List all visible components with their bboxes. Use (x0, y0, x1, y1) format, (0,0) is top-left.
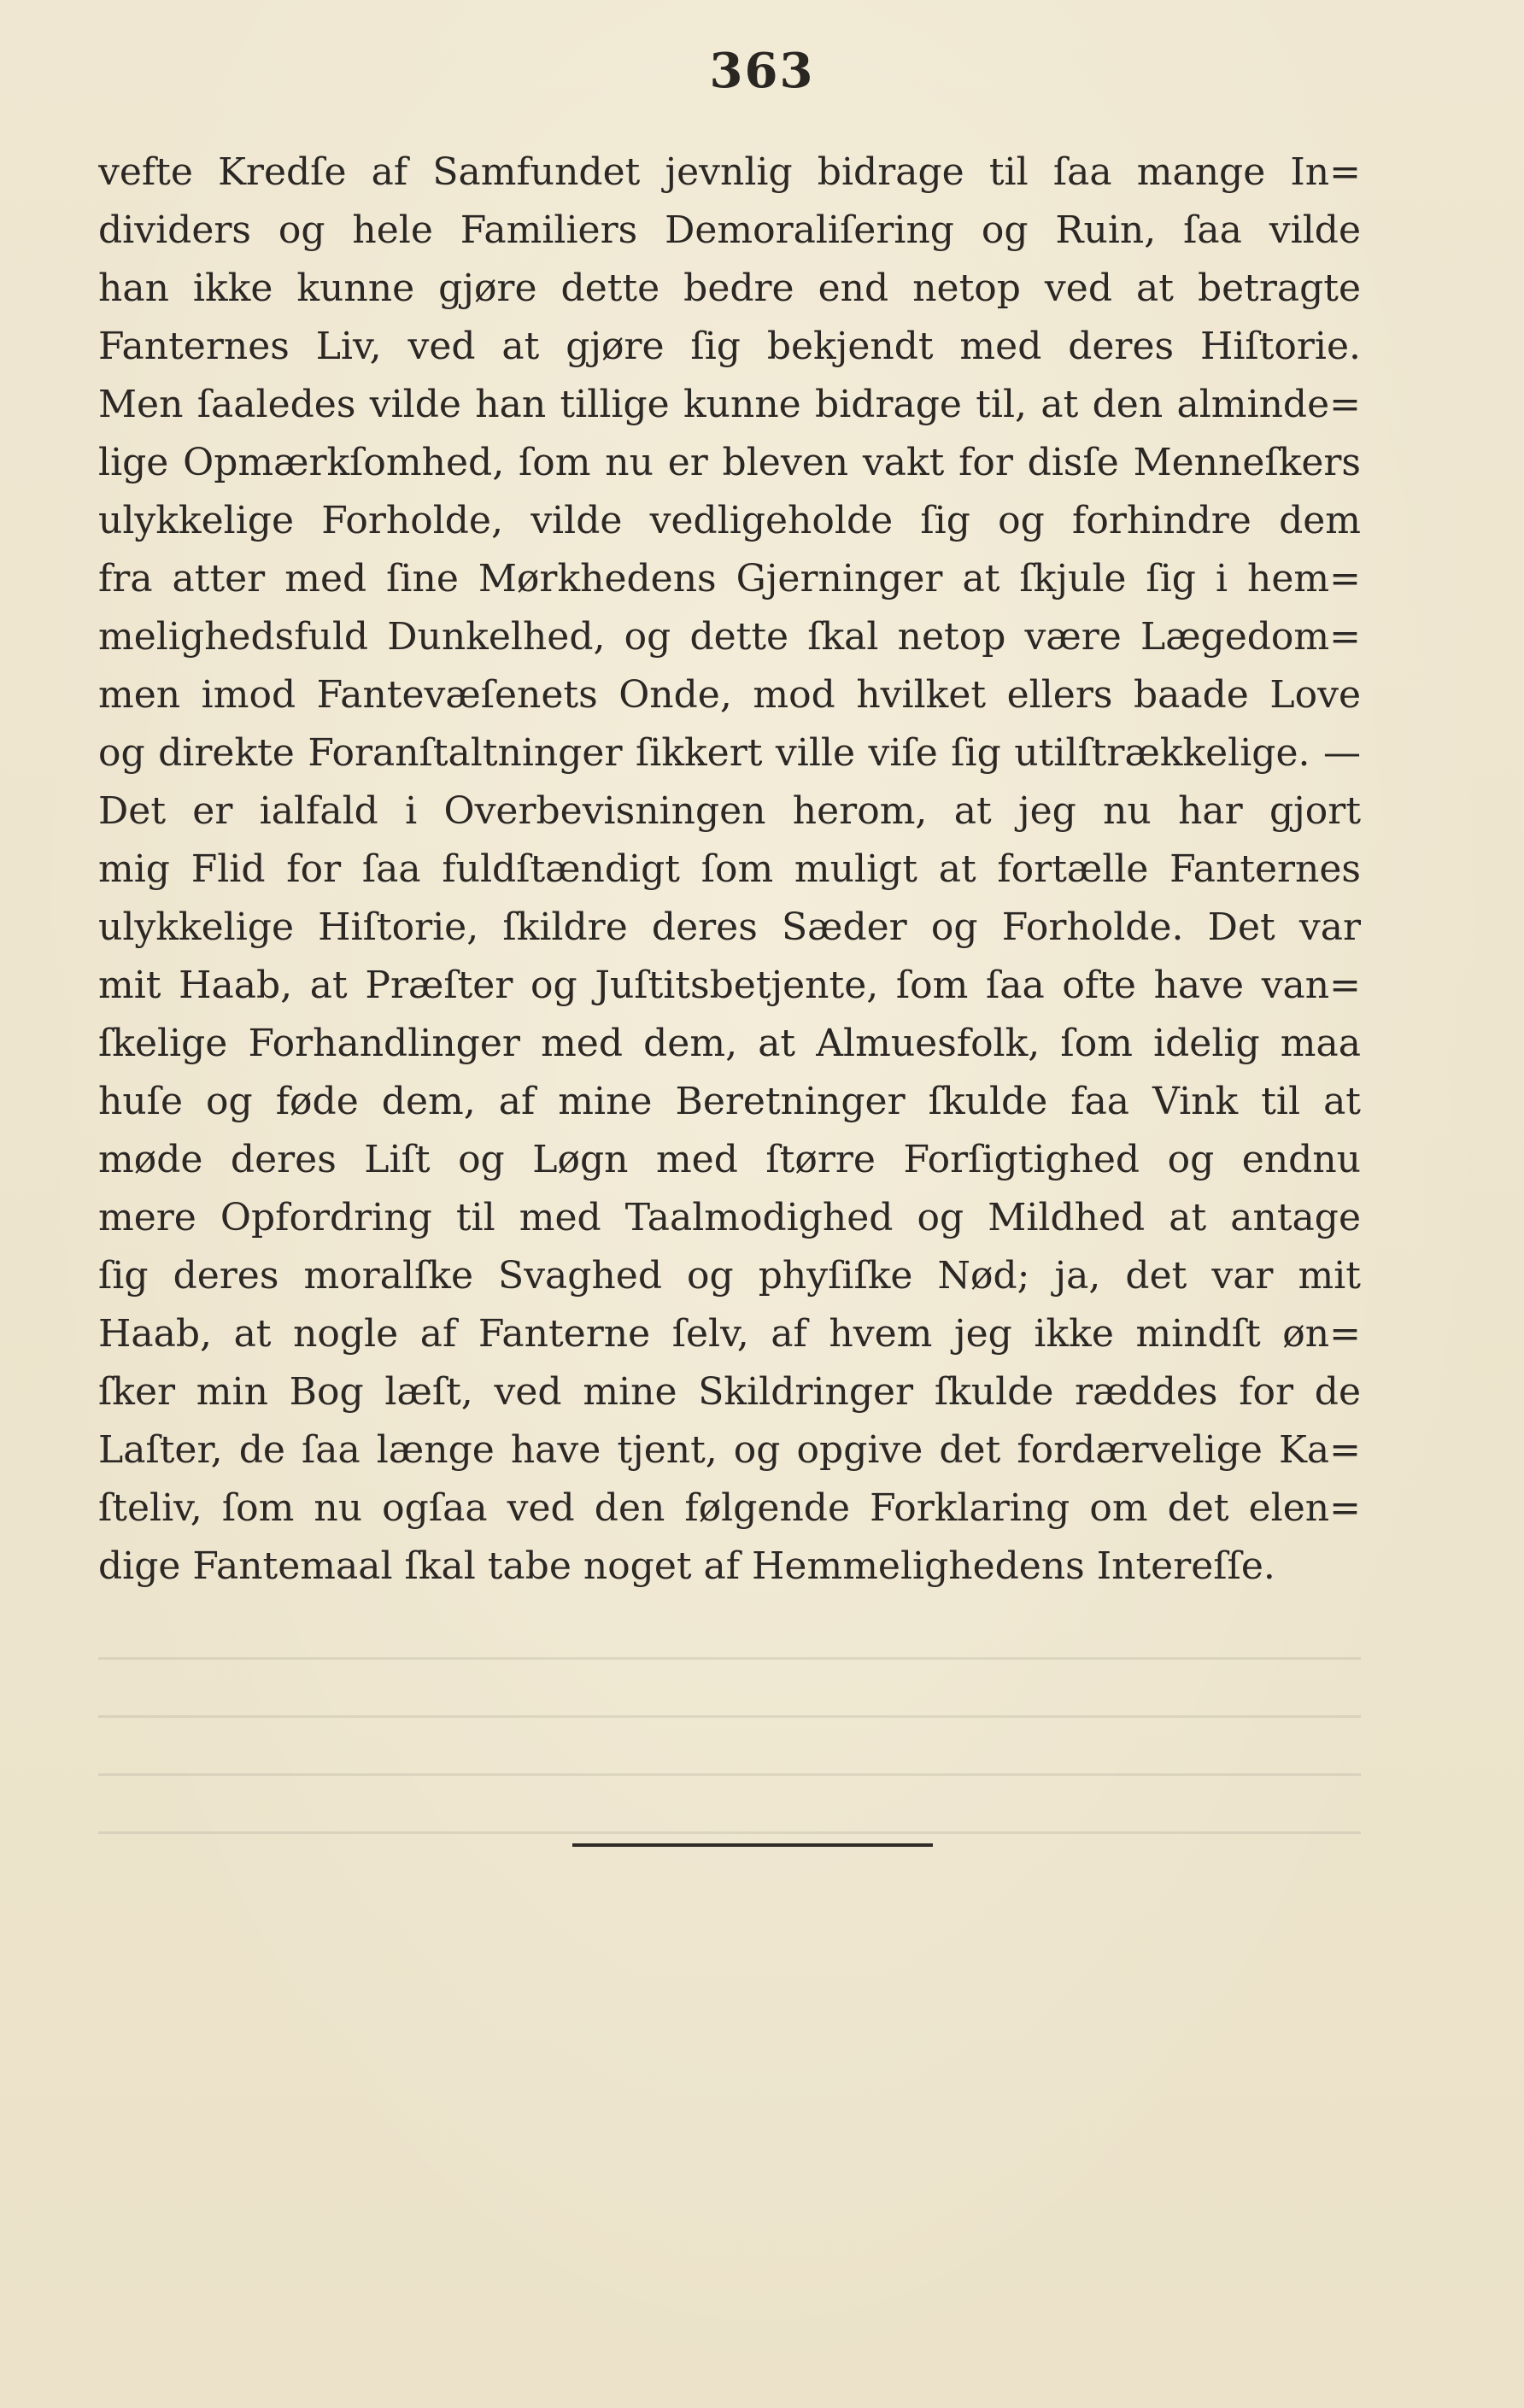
text-line: Det er ialfald i Overbevisningen herom, at jeg nu har gjort (98, 789, 1361, 833)
text-line: Haab, at nogle af Fanterne ſelv, af hvem jeg ikke mindſt øn= (98, 1312, 1361, 1356)
text-line: ſig deres moralſke Svaghed og phyſiſke Nød; ja, det var mit (98, 1254, 1361, 1298)
text-line: og direkte Foranſtaltninger ſikkert ville viſe ſig utilſtrækkelige. — (98, 731, 1361, 775)
text-line: dividers og hele Familiers Demoraliſering og Ruin, ſaa vilde (98, 208, 1361, 252)
text-line: dige Fantemaal ſkal tabe noget af Hemmelighedens Intereſſe. (98, 1544, 1275, 1588)
text-line: han ikke kunne gjøre dette bedre end netop ved at betragte (98, 267, 1361, 310)
text-line: ſkelige Forhandlinger med dem, at Almuesfolk, ſom idelig maa (98, 1022, 1361, 1065)
text-line: mit Haab, at Præſter og Juſtitsbetjente, ſom ſaa ofte have van= (98, 964, 1361, 1007)
text-line: Fanternes Liv, ved at gjøre ſig bekjendt med deres Hiſtorie. (98, 325, 1361, 368)
text-line: Laſter, de ſaa længe have tjent, og opgive det fordærvelige Ka= (98, 1428, 1361, 1472)
section-end-rule (572, 1843, 933, 1847)
text-line: huſe og føde dem, af mine Beretninger ſkulde faa Vink til at (98, 1080, 1361, 1123)
text-line: men imod Fantevæſenets Onde, mod hvilket ellers baade Love (98, 673, 1361, 717)
text-line: mig Flid for ſaa fuldſtændigt ſom muligt at fortælle Fanternes (98, 847, 1361, 891)
text-line: lige Opmærkſomhed, ſom nu er bleven vakt for disſe Menneſkers (98, 441, 1361, 484)
body-text (98, 144, 1361, 1596)
page-number: 363 (709, 43, 815, 99)
bleed-through-texture (98, 1657, 1361, 1862)
text-line: vefte Kredſe af Samfundet jevnlig bidrage til ſaa mange In= (98, 150, 1361, 194)
text-line: ſker min Bog læſt, ved mine Skildringer ſkulde ræddes for de (98, 1370, 1361, 1414)
text-line: melighedsfuld Dunkelhed, og dette ſkal netop være Lægedom= (98, 615, 1361, 659)
text-line: ſteliv, ſom nu ogſaa ved den følgende Forklaring om det elen= (98, 1486, 1361, 1530)
text-line: ulykkelige Hiſtorie, ſkildre deres Sæder og Forholde. Det var (98, 905, 1361, 949)
text-line: fra atter med ſine Mørkhedens Gjerninger at ſkjule ſig i hem= (98, 557, 1361, 601)
text-line: ulykkelige Forholde, vilde vedligeholde ſig og forhindre dem (98, 499, 1361, 542)
text-line: mere Opfordring til med Taalmodighed og Mildhed at antage (98, 1196, 1361, 1239)
text-line: Men ſaaledes vilde han tillige kunne bidrage til, at den alminde= (98, 383, 1361, 426)
text-line: møde deres Liſt og Løgn med ſtørre Forſigtighed og endnu (98, 1138, 1361, 1181)
